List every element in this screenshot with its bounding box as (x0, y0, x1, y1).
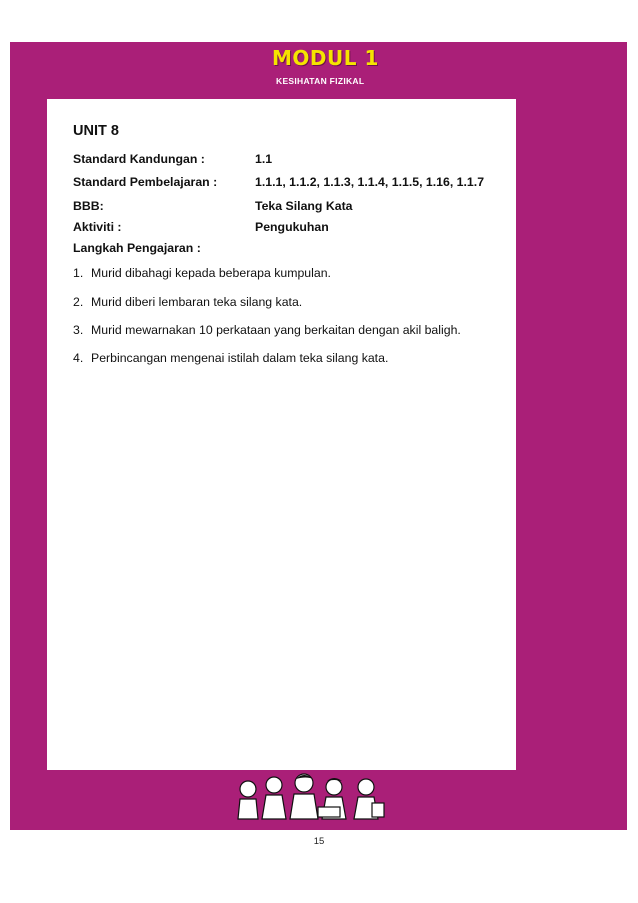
field-value: 1.1 (255, 152, 273, 166)
step-number: 2. (73, 295, 84, 309)
steps-heading: Langkah Pengajaran : (73, 241, 201, 255)
step-item (73, 266, 331, 280)
step-number: 3. (73, 323, 84, 337)
step-item (73, 295, 302, 309)
step-item (73, 351, 388, 365)
field-label: Aktiviti : (73, 220, 122, 234)
field-label: BBB: (73, 199, 104, 213)
unit-title: UNIT 8 (73, 123, 119, 139)
step-text: Murid dibahagi kepada beberapa kumpulan. (91, 266, 331, 280)
step-text: Murid diberi lembaran teka silang kata. (91, 295, 303, 309)
field-value: Teka Silang Kata (255, 199, 353, 213)
children-illustration (234, 773, 394, 825)
page-number: 15 (313, 836, 325, 847)
field-label: Standard Kandungan : (73, 152, 205, 166)
field-value: Pengukuhan (255, 220, 329, 234)
field-label: Standard Pembelajaran : (73, 175, 218, 189)
step-text: Perbincangan mengenai istilah dalam teka silang kata. (91, 351, 389, 365)
step-number: 4. (73, 351, 84, 365)
module-title: MODUL 1 (272, 46, 379, 70)
step-number: 1. (73, 266, 84, 280)
step-item (73, 323, 461, 337)
step-text: Murid mewarnakan 10 perkataan yang berkaitan dengan akil baligh. (91, 323, 461, 337)
field-value: 1.1.1, 1.1.2, 1.1.3, 1.1.4, 1.1.5, 1.16, 1.1.7 (255, 175, 485, 189)
module-subtitle: KESIHATAN FIZIKAL (276, 76, 365, 86)
